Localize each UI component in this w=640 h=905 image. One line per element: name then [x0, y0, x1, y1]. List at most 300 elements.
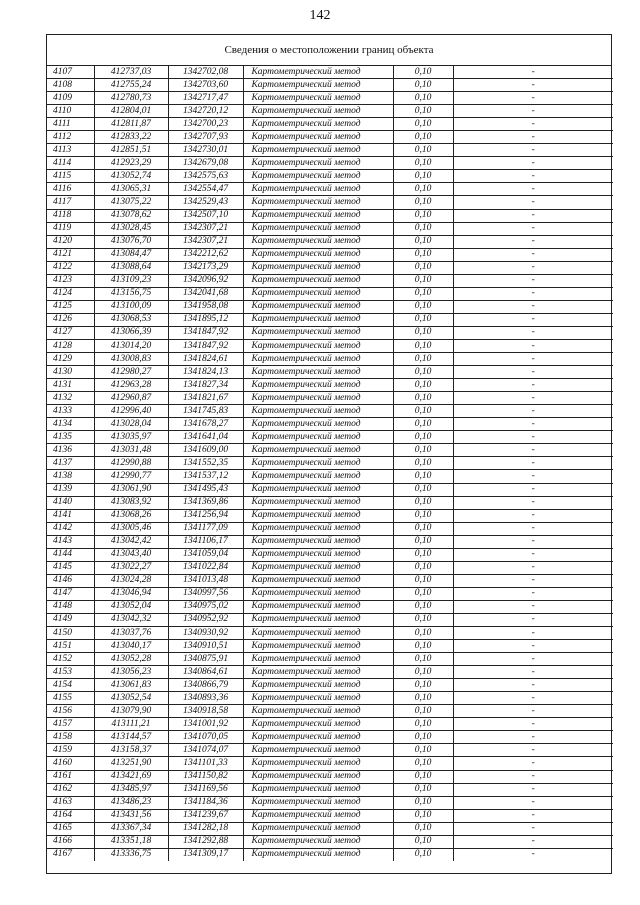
method-cell: Картометрический метод [243, 640, 393, 653]
description-cell: - [453, 757, 613, 770]
table-row [47, 470, 613, 483]
method-cell: Картометрический метод [243, 757, 393, 770]
x-coordinate-cell: 413158,37 [94, 744, 168, 757]
accuracy-cell: 0,10 [393, 744, 453, 757]
point-number-cell: 4123 [47, 274, 94, 287]
accuracy-cell: 0,10 [393, 522, 453, 535]
x-coordinate-cell: 412990,77 [94, 470, 168, 483]
accuracy-cell: 0,10 [393, 509, 453, 522]
point-number-cell: 4140 [47, 496, 94, 509]
description-cell: - [453, 548, 613, 561]
y-coordinate-cell: 1341824,61 [168, 353, 243, 366]
description-cell: - [453, 822, 613, 835]
table-row [47, 587, 613, 600]
x-coordinate-cell: 412804,01 [94, 105, 168, 118]
y-coordinate-cell: 1341895,12 [168, 313, 243, 326]
accuracy-cell: 0,10 [393, 731, 453, 744]
method-cell: Картометрический метод [243, 783, 393, 796]
description-cell: - [453, 613, 613, 626]
accuracy-cell: 0,10 [393, 809, 453, 822]
method-cell: Картометрический метод [243, 679, 393, 692]
x-coordinate-cell: 413068,26 [94, 509, 168, 522]
x-coordinate-cell: 413336,75 [94, 848, 168, 861]
method-cell: Картометрический метод [243, 522, 393, 535]
table-row [47, 353, 613, 366]
accuracy-cell: 0,10 [393, 183, 453, 196]
y-coordinate-cell: 1340864,61 [168, 666, 243, 679]
y-coordinate-cell: 1341184,36 [168, 796, 243, 809]
point-number-cell: 4125 [47, 300, 94, 313]
x-coordinate-cell: 413061,90 [94, 483, 168, 496]
accuracy-cell: 0,10 [393, 705, 453, 718]
table-row [47, 66, 613, 79]
x-coordinate-cell: 413065,31 [94, 183, 168, 196]
y-coordinate-cell: 1342700,23 [168, 118, 243, 131]
y-coordinate-cell: 1340975,02 [168, 600, 243, 613]
table-row [47, 444, 613, 457]
table-row [47, 457, 613, 470]
point-number-cell: 4166 [47, 835, 94, 848]
y-coordinate-cell: 1341022,84 [168, 561, 243, 574]
point-number-cell: 4119 [47, 222, 94, 235]
method-cell: Картометрический метод [243, 822, 393, 835]
description-cell: - [453, 170, 613, 183]
point-number-cell: 4121 [47, 248, 94, 261]
point-number-cell: 4118 [47, 209, 94, 222]
method-cell: Картометрический метод [243, 627, 393, 640]
accuracy-cell: 0,10 [393, 379, 453, 392]
x-coordinate-cell: 413367,34 [94, 822, 168, 835]
point-number-cell: 4151 [47, 640, 94, 653]
point-number-cell: 4113 [47, 144, 94, 157]
accuracy-cell: 0,10 [393, 757, 453, 770]
table-row [47, 392, 613, 405]
y-coordinate-cell: 1341282,18 [168, 822, 243, 835]
description-cell: - [453, 431, 613, 444]
method-cell: Картометрический метод [243, 457, 393, 470]
method-cell: Картометрический метод [243, 183, 393, 196]
x-coordinate-cell: 413005,46 [94, 522, 168, 535]
y-coordinate-cell: 1342575,63 [168, 170, 243, 183]
table-row [47, 731, 613, 744]
accuracy-cell: 0,10 [393, 718, 453, 731]
y-coordinate-cell: 1341074,07 [168, 744, 243, 757]
table-row [47, 235, 613, 248]
method-cell: Картометрический метод [243, 366, 393, 379]
table-row [47, 131, 613, 144]
point-number-cell: 4145 [47, 561, 94, 574]
accuracy-cell: 0,10 [393, 444, 453, 457]
table-row [47, 561, 613, 574]
description-cell: - [453, 796, 613, 809]
point-number-cell: 4129 [47, 353, 94, 366]
description-cell: - [453, 522, 613, 535]
x-coordinate-cell: 413052,28 [94, 653, 168, 666]
description-cell: - [453, 587, 613, 600]
table-row [47, 222, 613, 235]
y-coordinate-cell: 1341827,34 [168, 379, 243, 392]
accuracy-cell: 0,10 [393, 131, 453, 144]
accuracy-cell: 0,10 [393, 418, 453, 431]
y-coordinate-cell: 1342554,47 [168, 183, 243, 196]
point-number-cell: 4146 [47, 574, 94, 587]
y-coordinate-cell: 1342041,68 [168, 287, 243, 300]
method-cell: Картометрический метод [243, 66, 393, 79]
point-number-cell: 4147 [47, 587, 94, 600]
description-cell: - [453, 405, 613, 418]
method-cell: Картометрический метод [243, 613, 393, 626]
point-number-cell: 4152 [47, 653, 94, 666]
point-number-cell: 4124 [47, 287, 94, 300]
method-cell: Картометрический метод [243, 809, 393, 822]
y-coordinate-cell: 1341369,86 [168, 496, 243, 509]
x-coordinate-cell: 413061,83 [94, 679, 168, 692]
accuracy-cell: 0,10 [393, 457, 453, 470]
method-cell: Картометрический метод [243, 392, 393, 405]
method-cell: Картометрический метод [243, 339, 393, 352]
accuracy-cell: 0,10 [393, 196, 453, 209]
y-coordinate-cell: 1341070,05 [168, 731, 243, 744]
y-coordinate-cell: 1341106,17 [168, 535, 243, 548]
table-row [47, 653, 613, 666]
accuracy-cell: 0,10 [393, 483, 453, 496]
x-coordinate-cell: 413076,70 [94, 235, 168, 248]
method-cell: Картометрический метод [243, 287, 393, 300]
method-cell: Картометрический метод [243, 705, 393, 718]
x-coordinate-cell: 413156,75 [94, 287, 168, 300]
table-row [47, 483, 613, 496]
y-coordinate-cell: 1342307,21 [168, 235, 243, 248]
accuracy-cell: 0,10 [393, 666, 453, 679]
accuracy-cell: 0,10 [393, 535, 453, 548]
y-coordinate-cell: 1342702,08 [168, 66, 243, 79]
method-cell: Картометрический метод [243, 509, 393, 522]
description-cell: - [453, 261, 613, 274]
accuracy-cell: 0,10 [393, 157, 453, 170]
point-number-cell: 4142 [47, 522, 94, 535]
description-cell: - [453, 79, 613, 92]
description-cell: - [453, 535, 613, 548]
table-row [47, 144, 613, 157]
description-cell: - [453, 744, 613, 757]
x-coordinate-cell: 413052,54 [94, 692, 168, 705]
method-cell: Картометрический метод [243, 209, 393, 222]
x-coordinate-cell: 413084,47 [94, 248, 168, 261]
table-row [47, 705, 613, 718]
table-row [47, 157, 613, 170]
y-coordinate-cell: 1341309,17 [168, 848, 243, 861]
table-row [47, 796, 613, 809]
y-coordinate-cell: 1341177,09 [168, 522, 243, 535]
method-cell: Картометрический метод [243, 653, 393, 666]
description-cell: - [453, 339, 613, 352]
accuracy-cell: 0,10 [393, 692, 453, 705]
description-cell: - [453, 718, 613, 731]
y-coordinate-cell: 1342173,29 [168, 261, 243, 274]
x-coordinate-cell: 412851,51 [94, 144, 168, 157]
point-number-cell: 4110 [47, 105, 94, 118]
accuracy-cell: 0,10 [393, 261, 453, 274]
description-cell: - [453, 379, 613, 392]
y-coordinate-cell: 1341059,04 [168, 548, 243, 561]
accuracy-cell: 0,10 [393, 600, 453, 613]
table-row [47, 835, 613, 848]
description-cell: - [453, 300, 613, 313]
y-coordinate-cell: 1342307,21 [168, 222, 243, 235]
y-coordinate-cell: 1341013,48 [168, 574, 243, 587]
accuracy-cell: 0,10 [393, 170, 453, 183]
x-coordinate-cell: 413042,32 [94, 613, 168, 626]
method-cell: Картометрический метод [243, 483, 393, 496]
method-cell: Картометрический метод [243, 666, 393, 679]
x-coordinate-cell: 412963,28 [94, 379, 168, 392]
point-number-cell: 4161 [47, 770, 94, 783]
accuracy-cell: 0,10 [393, 548, 453, 561]
table-row [47, 405, 613, 418]
description-cell: - [453, 731, 613, 744]
x-coordinate-cell: 413024,28 [94, 574, 168, 587]
x-coordinate-cell: 413031,48 [94, 444, 168, 457]
table-row [47, 744, 613, 757]
x-coordinate-cell: 413014,20 [94, 339, 168, 352]
y-coordinate-cell: 1342720,12 [168, 105, 243, 118]
description-cell: - [453, 144, 613, 157]
accuracy-cell: 0,10 [393, 405, 453, 418]
description-cell: - [453, 418, 613, 431]
description-cell: - [453, 809, 613, 822]
point-number-cell: 4156 [47, 705, 94, 718]
y-coordinate-cell: 1340930,92 [168, 627, 243, 640]
description-cell: - [453, 509, 613, 522]
method-cell: Картометрический метод [243, 796, 393, 809]
x-coordinate-cell: 413028,04 [94, 418, 168, 431]
table-title: Сведения о местоположении границ объекта [47, 35, 611, 66]
y-coordinate-cell: 1342730,01 [168, 144, 243, 157]
method-cell: Картометрический метод [243, 731, 393, 744]
method-cell: Картометрический метод [243, 587, 393, 600]
method-cell: Картометрический метод [243, 379, 393, 392]
accuracy-cell: 0,10 [393, 66, 453, 79]
accuracy-cell: 0,10 [393, 105, 453, 118]
point-number-cell: 4143 [47, 535, 94, 548]
x-coordinate-cell: 412811,87 [94, 118, 168, 131]
description-cell: - [453, 496, 613, 509]
y-coordinate-cell: 1342679,08 [168, 157, 243, 170]
x-coordinate-cell: 413144,57 [94, 731, 168, 744]
x-coordinate-cell: 413109,23 [94, 274, 168, 287]
description-cell: - [453, 783, 613, 796]
y-coordinate-cell: 1341292,88 [168, 835, 243, 848]
accuracy-cell: 0,10 [393, 118, 453, 131]
accuracy-cell: 0,10 [393, 287, 453, 300]
description-cell: - [453, 366, 613, 379]
accuracy-cell: 0,10 [393, 92, 453, 105]
point-number-cell: 4115 [47, 170, 94, 183]
x-coordinate-cell: 413068,53 [94, 313, 168, 326]
accuracy-cell: 0,10 [393, 235, 453, 248]
point-number-cell: 4107 [47, 66, 94, 79]
description-cell: - [453, 640, 613, 653]
description-cell: - [453, 92, 613, 105]
description-cell: - [453, 392, 613, 405]
table-row [47, 92, 613, 105]
y-coordinate-cell: 1341001,92 [168, 718, 243, 731]
accuracy-cell: 0,10 [393, 848, 453, 861]
x-coordinate-cell: 413079,90 [94, 705, 168, 718]
table-row [47, 105, 613, 118]
accuracy-cell: 0,10 [393, 392, 453, 405]
y-coordinate-cell: 1342212,62 [168, 248, 243, 261]
table-row [47, 783, 613, 796]
description-cell: - [453, 457, 613, 470]
description-cell: - [453, 131, 613, 144]
y-coordinate-cell: 1341495,43 [168, 483, 243, 496]
table-row [47, 822, 613, 835]
description-cell: - [453, 313, 613, 326]
method-cell: Картометрический метод [243, 222, 393, 235]
method-cell: Картометрический метод [243, 770, 393, 783]
y-coordinate-cell: 1341256,94 [168, 509, 243, 522]
y-coordinate-cell: 1342529,43 [168, 196, 243, 209]
method-cell: Картометрический метод [243, 79, 393, 92]
x-coordinate-cell: 412996,40 [94, 405, 168, 418]
accuracy-cell: 0,10 [393, 679, 453, 692]
method-cell: Картометрический метод [243, 131, 393, 144]
description-cell: - [453, 600, 613, 613]
x-coordinate-cell: 413035,97 [94, 431, 168, 444]
y-coordinate-cell: 1340918,58 [168, 705, 243, 718]
x-coordinate-cell: 412755,24 [94, 79, 168, 92]
description-cell: - [453, 835, 613, 848]
point-number-cell: 4144 [47, 548, 94, 561]
accuracy-cell: 0,10 [393, 561, 453, 574]
y-coordinate-cell: 1341824,13 [168, 366, 243, 379]
accuracy-cell: 0,10 [393, 613, 453, 626]
x-coordinate-cell: 413485,97 [94, 783, 168, 796]
y-coordinate-cell: 1341678,27 [168, 418, 243, 431]
table-row [47, 79, 613, 92]
description-cell: - [453, 196, 613, 209]
point-number-cell: 4167 [47, 848, 94, 861]
description-cell: - [453, 561, 613, 574]
point-number-cell: 4148 [47, 600, 94, 613]
x-coordinate-cell: 413111,21 [94, 718, 168, 731]
point-number-cell: 4132 [47, 392, 94, 405]
y-coordinate-cell: 1340997,56 [168, 587, 243, 600]
table-row [47, 718, 613, 731]
method-cell: Картометрический метод [243, 692, 393, 705]
table-row [47, 666, 613, 679]
description-cell: - [453, 66, 613, 79]
y-coordinate-cell: 1341101,33 [168, 757, 243, 770]
table-row [47, 627, 613, 640]
accuracy-cell: 0,10 [393, 326, 453, 339]
description-cell: - [453, 222, 613, 235]
accuracy-cell: 0,10 [393, 653, 453, 666]
accuracy-cell: 0,10 [393, 783, 453, 796]
table-row [47, 300, 613, 313]
point-number-cell: 4154 [47, 679, 94, 692]
point-number-cell: 4139 [47, 483, 94, 496]
point-number-cell: 4130 [47, 366, 94, 379]
point-number-cell: 4138 [47, 470, 94, 483]
method-cell: Картометрический метод [243, 92, 393, 105]
accuracy-cell: 0,10 [393, 627, 453, 640]
point-number-cell: 4122 [47, 261, 94, 274]
description-cell: - [453, 209, 613, 222]
method-cell: Картометрический метод [243, 261, 393, 274]
table-row [47, 522, 613, 535]
point-number-cell: 4158 [47, 731, 94, 744]
x-coordinate-cell: 413421,69 [94, 770, 168, 783]
x-coordinate-cell: 413046,94 [94, 587, 168, 600]
table-row [47, 366, 613, 379]
table-row [47, 248, 613, 261]
method-cell: Картометрический метод [243, 835, 393, 848]
x-coordinate-cell: 413251,90 [94, 757, 168, 770]
accuracy-cell: 0,10 [393, 144, 453, 157]
description-cell: - [453, 483, 613, 496]
table-row [47, 757, 613, 770]
accuracy-cell: 0,10 [393, 300, 453, 313]
table-row [47, 692, 613, 705]
description-cell: - [453, 235, 613, 248]
accuracy-cell: 0,10 [393, 222, 453, 235]
accuracy-cell: 0,10 [393, 209, 453, 222]
method-cell: Картометрический метод [243, 405, 393, 418]
method-cell: Картометрический метод [243, 418, 393, 431]
accuracy-cell: 0,10 [393, 248, 453, 261]
method-cell: Картометрический метод [243, 326, 393, 339]
y-coordinate-cell: 1340910,51 [168, 640, 243, 653]
description-cell: - [453, 157, 613, 170]
accuracy-cell: 0,10 [393, 640, 453, 653]
point-number-cell: 4120 [47, 235, 94, 248]
method-cell: Картометрический метод [243, 248, 393, 261]
description-cell: - [453, 287, 613, 300]
y-coordinate-cell: 1341239,67 [168, 809, 243, 822]
table-row [47, 574, 613, 587]
x-coordinate-cell: 413075,22 [94, 196, 168, 209]
accuracy-cell: 0,10 [393, 496, 453, 509]
method-cell: Картометрический метод [243, 848, 393, 861]
description-cell: - [453, 353, 613, 366]
table-row [47, 170, 613, 183]
table-row [47, 209, 613, 222]
x-coordinate-cell: 413042,42 [94, 535, 168, 548]
description-cell: - [453, 653, 613, 666]
table-row [47, 118, 613, 131]
x-coordinate-cell: 413022,27 [94, 561, 168, 574]
y-coordinate-cell: 1340893,36 [168, 692, 243, 705]
point-number-cell: 4160 [47, 757, 94, 770]
method-cell: Картометрический метод [243, 313, 393, 326]
point-number-cell: 4111 [47, 118, 94, 131]
y-coordinate-cell: 1341537,12 [168, 470, 243, 483]
x-coordinate-cell: 413100,09 [94, 300, 168, 313]
y-coordinate-cell: 1341745,83 [168, 405, 243, 418]
point-number-cell: 4149 [47, 613, 94, 626]
point-number-cell: 4108 [47, 79, 94, 92]
y-coordinate-cell: 1341169,56 [168, 783, 243, 796]
point-number-cell: 4150 [47, 627, 94, 640]
point-number-cell: 4134 [47, 418, 94, 431]
method-cell: Картометрический метод [243, 431, 393, 444]
accuracy-cell: 0,10 [393, 339, 453, 352]
point-number-cell: 4157 [47, 718, 94, 731]
accuracy-cell: 0,10 [393, 79, 453, 92]
table-row [47, 535, 613, 548]
